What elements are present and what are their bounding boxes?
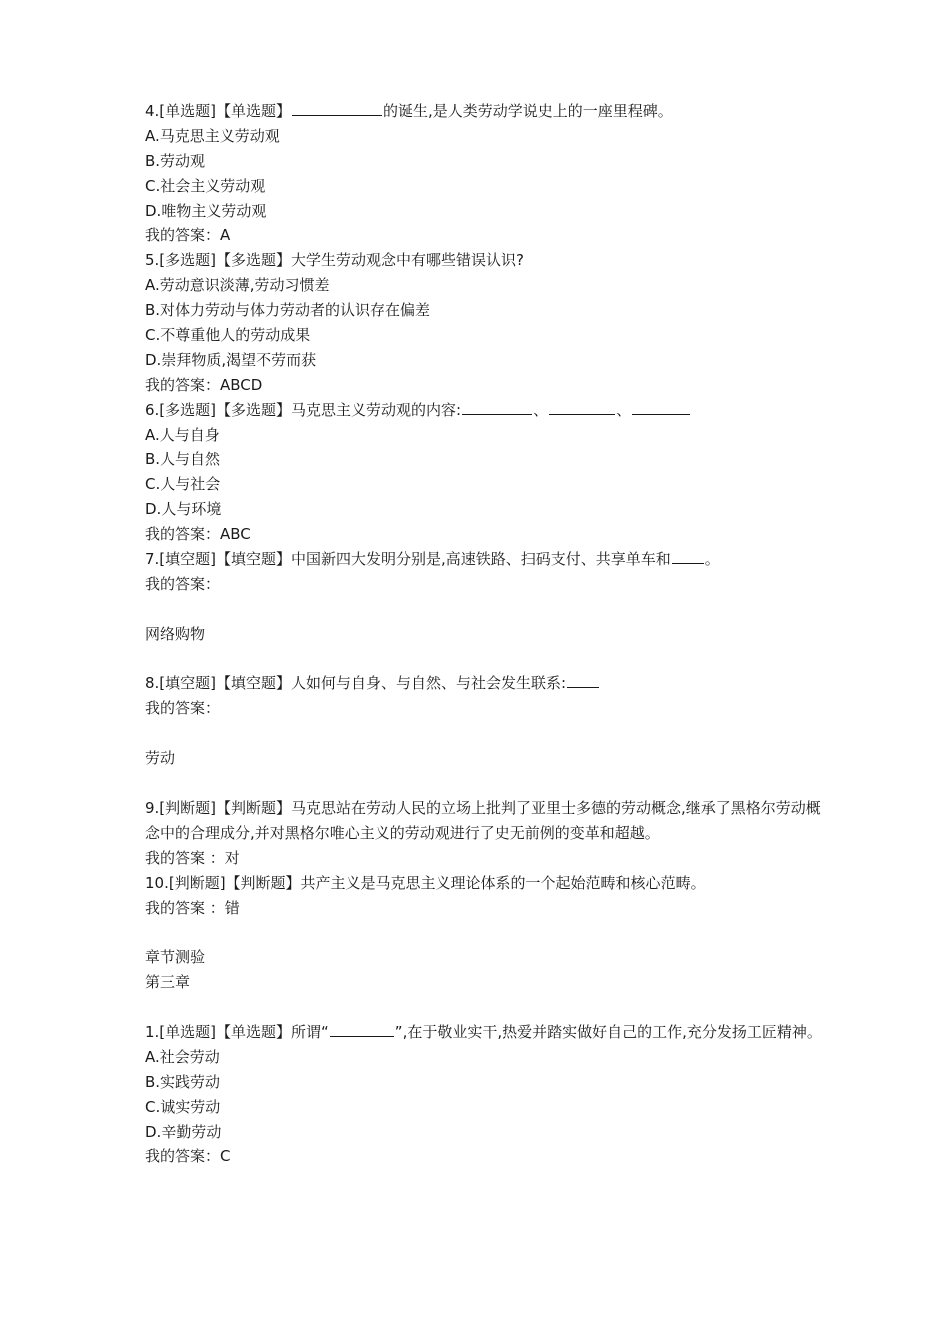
chapter3-question-1-option-d: D.辛勤劳动	[145, 1122, 222, 1141]
question-4-answer: 我的答案：A	[145, 226, 231, 245]
question-8-answer-text: 劳动	[145, 749, 176, 768]
question-6-option-d: D.人与环境	[145, 500, 222, 519]
question-7-stem	[145, 547, 825, 572]
document-content	[145, 99, 825, 1169]
question-7-answer-label: 我的答案：	[145, 574, 221, 593]
question-9-stem: 9.[判断题]【判断题】马克思站在劳动人民的立场上批判了亚里士多德的劳动概念,继承了黑格尔劳动概念中的合理成分,并对黑格尔唯心主义的劳动观进行了史无前例的变革和超越。	[145, 798, 821, 842]
spacer	[145, 597, 825, 622]
chapter3-question-1-option-c: C.诚实劳动	[145, 1097, 221, 1116]
question-4-option-a: A.马克思主义劳动观	[145, 126, 280, 145]
question-4-option-d: D.唯物主义劳动观	[145, 201, 267, 220]
question-4-suffix: 的诞生,是人类劳动学说史上的一座里程碑。	[383, 102, 673, 120]
question-8-stem	[145, 671, 825, 696]
chapter3-question-1-suffix: ”,在于敬业实干,热爱并踏实做好自己的工作,充分发扬工匠精神。	[394, 1022, 822, 1041]
question-6-answer: 我的答案：ABC	[145, 525, 251, 544]
question-7-suffix: 。	[704, 550, 720, 569]
question-5-option-b: B.对体力劳动与体力劳动者的认识存在偏差	[145, 301, 431, 320]
chapter3-question-1-answer: 我的答案：C	[145, 1147, 231, 1166]
fill-blank	[632, 399, 690, 415]
chapter-title: 第三章	[145, 973, 191, 992]
fill-blank	[672, 548, 704, 564]
question-9-answer: 我的答案 ：对	[145, 848, 240, 867]
question-4-option-b: B.劳动观	[145, 151, 206, 170]
question-6-stem	[145, 398, 825, 423]
fill-blank	[292, 100, 382, 116]
spacer	[145, 920, 825, 945]
question-7-answer-text: 网络购物	[145, 624, 206, 643]
section-title: 章节测验	[145, 948, 206, 967]
question-5-stem: 5.[多选题]【多选题】大学生劳动观念中有哪些错误认识?	[145, 251, 524, 270]
question-6-option-a: A.人与自身	[145, 425, 220, 444]
question-5-answer: 我的答案：ABCD	[145, 375, 263, 394]
chapter3-question-1-option-b: B.实践劳动	[145, 1072, 221, 1091]
separator: 、	[533, 400, 549, 419]
chapter3-question-1-prefix: 1.[单选题]【单选题】所谓“	[145, 1022, 329, 1041]
spacer	[145, 995, 825, 1020]
question-6-option-c: C.人与社会	[145, 475, 221, 494]
question-8-prefix: 8.[填空题]【填空题】人如何与自身、与自然、与社会发生联系:	[145, 674, 567, 693]
question-4-option-c: C.社会主义劳动观	[145, 176, 266, 195]
question-4-stem	[145, 99, 825, 124]
fill-blank	[567, 672, 599, 688]
question-6-prefix: 6.[多选题]【多选题】马克思主义劳动观的内容:	[145, 400, 462, 419]
question-5-option-c: C.不尊重他人的劳动成果	[145, 326, 311, 345]
question-8-answer-label: 我的答案：	[145, 699, 221, 718]
fill-blank	[462, 399, 532, 415]
spacer	[145, 771, 825, 796]
question-6-option-b: B.人与自然	[145, 450, 221, 469]
question-7-prefix: 7.[填空题]【填空题】中国新四大发明分别是,高速铁路、扫码支付、共享单车和	[145, 550, 671, 569]
fill-blank	[330, 1021, 394, 1037]
spacer	[145, 647, 825, 672]
fill-blank	[549, 399, 615, 415]
question-10-stem: 10.[判断题]【判断题】共产主义是马克思主义理论体系的一个起始范畴和核心范畴。	[145, 873, 706, 892]
spacer	[145, 721, 825, 746]
question-5-option-d: D.崇拜物质,渴望不劳而获	[145, 350, 317, 369]
question-4-prefix: 4.[单选题]【单选题】	[145, 102, 292, 120]
question-10-answer: 我的答案 ：错	[145, 898, 240, 917]
question-5-option-a: A.劳动意识淡薄,劳动习惯差	[145, 276, 330, 295]
chapter3-question-1-option-a: A.社会劳动	[145, 1047, 220, 1066]
separator: 、	[616, 400, 632, 419]
chapter3-question-1-stem	[145, 1020, 825, 1045]
